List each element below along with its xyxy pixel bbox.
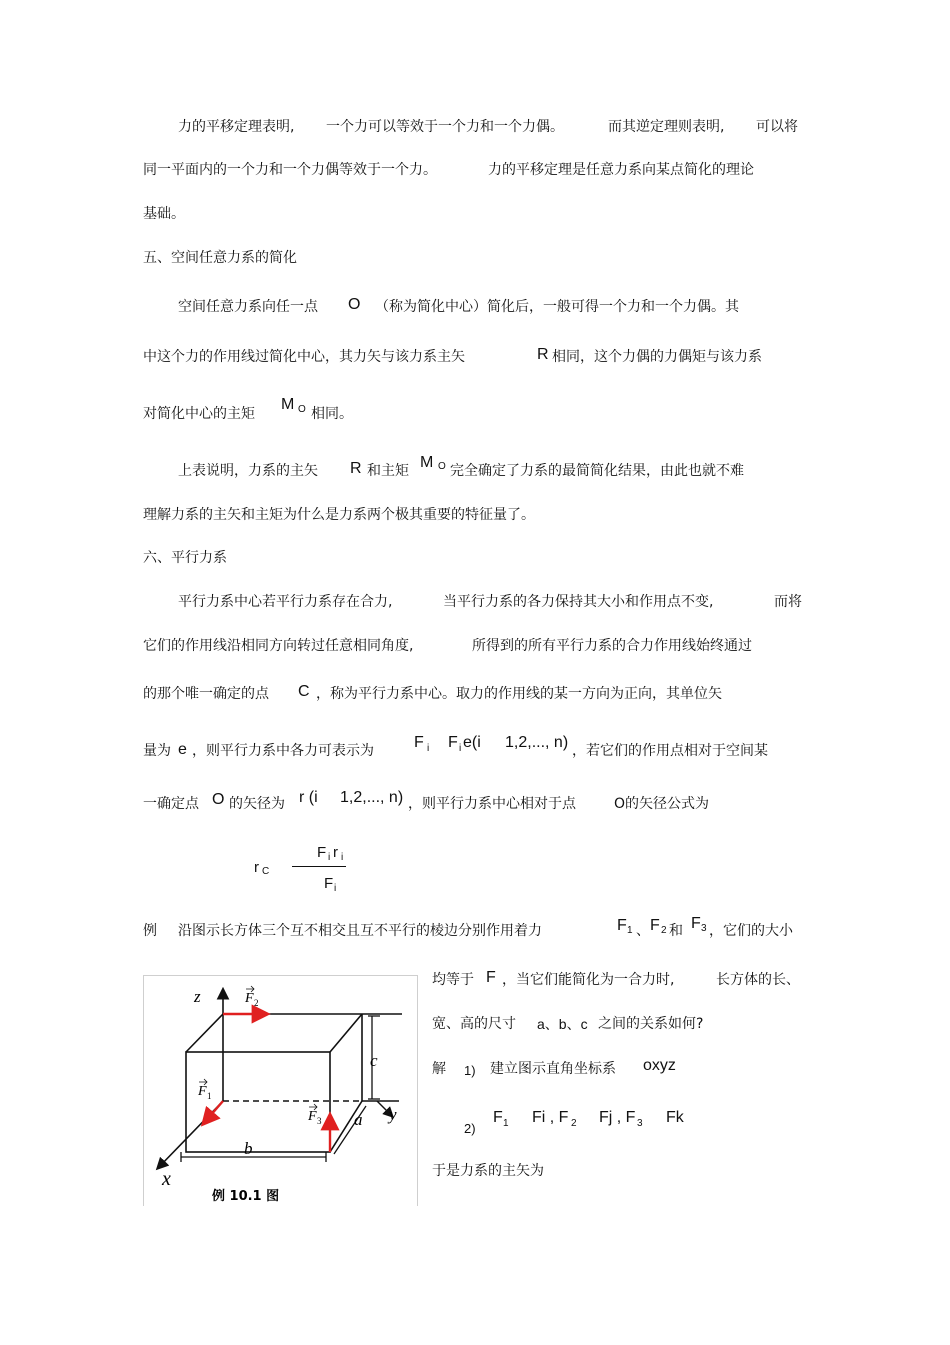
para1-line1d: 可以将 <box>756 119 798 135</box>
step2-F1-sub: 1 <box>503 1118 509 1129</box>
front-face <box>186 1052 330 1152</box>
sec6-line2b: 所得到的所有平行力系的合力作用线始终通过 <box>472 638 752 654</box>
sec5-line2a: 中这个力的作用线过简化中心，其力矢与该力系主矢 <box>143 349 465 365</box>
edge-top-right <box>330 1014 362 1052</box>
example-F: F <box>486 969 496 986</box>
label-F1: F <box>198 1084 207 1099</box>
edge-top-left <box>186 1014 223 1052</box>
sec6-line3a: 的那个唯一确定的点 <box>143 686 269 702</box>
sec6-line2a: 它们的作用线沿相同方向转过任意相同角度, <box>143 638 414 654</box>
step2-Fi: Fi , F <box>532 1109 569 1126</box>
example-line2b: ，当它们能简化为一合力时, <box>502 972 675 988</box>
sec6-line5c: ，则平行力系中心相对于点 <box>408 796 576 812</box>
para1-line3: 基础。 <box>143 206 185 222</box>
sec5-M2: M <box>420 454 434 471</box>
example-line3a: 宽、高的尺寸 <box>432 1016 516 1032</box>
sec5-line1b: （称为简化中心）简化后，一般可得一个力和一个力偶。其 <box>375 299 739 315</box>
sec5-M2-sub: O <box>438 461 446 472</box>
sec6-point-C: C <box>298 683 310 700</box>
example-F1: F <box>617 917 627 934</box>
example-line1: 沿图示长方体三个互不相交且互不平行的棱边分别作用着力 <box>178 923 542 939</box>
step2-F1: F <box>493 1109 503 1126</box>
example-step1: 1) <box>464 1063 476 1078</box>
sec6-Fi-sub: i <box>427 743 430 754</box>
example-step1-text: 建立图示直角坐标系 <box>490 1061 616 1077</box>
force-F1-arrow <box>204 1101 223 1123</box>
example-solution-label: 解 <box>432 1061 446 1077</box>
sec6-line1b: 当平行力系的各力保持其大小和作用点不变, <box>443 594 714 610</box>
example-last-line: 于是力系的主矢为 <box>432 1163 544 1179</box>
example-F1-sub: 1 <box>627 925 633 936</box>
sec6-line1c: 而将 <box>774 594 802 610</box>
formula-lhs: r <box>254 859 259 876</box>
example-abc: a、b、c <box>537 1016 588 1032</box>
sec6-Fie-sub: i <box>459 743 462 754</box>
sec5-M-sub: O <box>298 404 306 415</box>
sec6-line3b: ，称为平行力系中心。取力的作用线的某一方向为正向，其单位矢 <box>316 686 722 702</box>
step2-F3-sub: 3 <box>637 1118 643 1129</box>
sec5-para2a: 上表说明，力系的主矢 <box>178 463 318 479</box>
para1-line1c: 而其逆定理则表明, <box>608 119 725 135</box>
label-y: y <box>389 1105 397 1124</box>
sec5-point-O: O <box>348 296 361 313</box>
figure-caption: 例 10.1 图 <box>212 1189 280 1204</box>
sec5-line2b: 相同，这个力偶的力偶矩与该力系 <box>552 349 762 365</box>
step2-Fk: Fk <box>666 1109 684 1126</box>
example-F2: F <box>650 917 660 934</box>
example-line2a: 均等于 <box>432 972 474 988</box>
label-z: z <box>194 987 201 1006</box>
sec5-line3a: 对简化中心的主矩 <box>143 406 255 422</box>
formula-num-r: r <box>333 844 338 861</box>
formula-den-sub: i <box>334 883 337 894</box>
sec6-range: 1,2,..., n) <box>505 734 569 751</box>
example-line2c: 长方体的长、 <box>716 972 800 988</box>
example-sep: 、 <box>636 923 650 939</box>
label-c: c <box>370 1051 378 1070</box>
label-F2-sub: 2 <box>254 998 259 1008</box>
sec6-line4a: 量为 <box>143 743 171 759</box>
label-b: b <box>244 1139 253 1158</box>
example-F2-sub: 2 <box>661 925 667 936</box>
box-diagram <box>144 976 417 1206</box>
sec6-point-O2: O <box>614 796 626 812</box>
sec5-para2b: 和主矩 <box>367 463 409 479</box>
formula-num-sub1: i <box>328 852 331 863</box>
sec5-M: M <box>281 396 295 413</box>
sec6-r: r (i <box>299 789 318 806</box>
para1-line2a: 同一平面内的一个力和一个力偶等效于一个力。 <box>143 162 437 178</box>
section5-heading: 五、空间任意力系的简化 <box>143 250 297 266</box>
label-a: a <box>354 1110 363 1129</box>
example-F3: F <box>691 915 701 932</box>
example-step2: 2) <box>464 1121 476 1136</box>
formula-num-F: F <box>317 844 327 861</box>
sec5-para2c: 完全确定了力系的最简简化结果，由此也就不难 <box>450 463 744 479</box>
step2-F2-sub: 2 <box>571 1118 577 1129</box>
sec5-para2d: 理解力系的主矢和主矩为什么是力系两个极其重要的特征量了。 <box>143 507 535 523</box>
formula-fraction-bar <box>292 866 346 867</box>
sec6-range2: 1,2,..., n) <box>340 789 404 806</box>
formula-lhs-sub: C <box>262 866 270 877</box>
sec6-unit-e: e <box>178 741 187 758</box>
sec5-line3b: 相同。 <box>311 406 353 422</box>
sec5-line1a: 空间任意力系向任一点 <box>178 299 318 315</box>
label-x: x <box>162 1168 171 1190</box>
figure-10-1 <box>143 975 418 1206</box>
step2-Fj: Fj , F <box>599 1109 636 1126</box>
sec6-Fie: F <box>448 734 458 751</box>
example-and: 和 <box>669 923 683 939</box>
sec6-line4c: ，若它们的作用点相对于空间某 <box>572 743 768 759</box>
label-F2: F <box>245 991 254 1006</box>
sec6-Fi: F <box>414 734 424 751</box>
example-line1-end: ，它们的大小 <box>709 923 793 939</box>
label-F3: F <box>308 1109 317 1124</box>
sec6-line1a: 平行力系中心若平行力系存在合力, <box>178 594 393 610</box>
example-oxyz: oxyz <box>643 1057 676 1074</box>
para1-line2b: 力的平移定理是任意力系向某点简化的理论 <box>488 162 754 178</box>
para1-line1a: 力的平移定理表明, <box>178 119 295 135</box>
para1-line1b: 一个力可以等效于一个力和一个力偶。 <box>326 119 564 135</box>
sec6-line5b: 的矢径为 <box>229 796 285 812</box>
sec6-point-O: O <box>212 791 225 808</box>
label-F1-sub: 1 <box>207 1091 212 1101</box>
sec5-R2: R <box>350 460 362 477</box>
formula-den-F: F <box>324 875 334 892</box>
sec6-Fie-rest: e(i <box>463 734 481 751</box>
section6-heading: 六、平行力系 <box>143 550 227 566</box>
example-F3-sub: 3 <box>701 923 707 934</box>
sec5-R: R <box>537 346 549 363</box>
formula-num-sub2: i <box>341 852 344 863</box>
sec6-line4b: ，则平行力系中各力可表示为 <box>192 743 374 759</box>
sec6-line5d: 的矢径公式为 <box>625 796 709 812</box>
sec6-line5a: 一确定点 <box>143 796 199 812</box>
label-F3-sub: 3 <box>317 1116 322 1126</box>
example-line3b: 之间的关系如何? <box>598 1016 704 1032</box>
example-label: 例 <box>143 923 157 939</box>
